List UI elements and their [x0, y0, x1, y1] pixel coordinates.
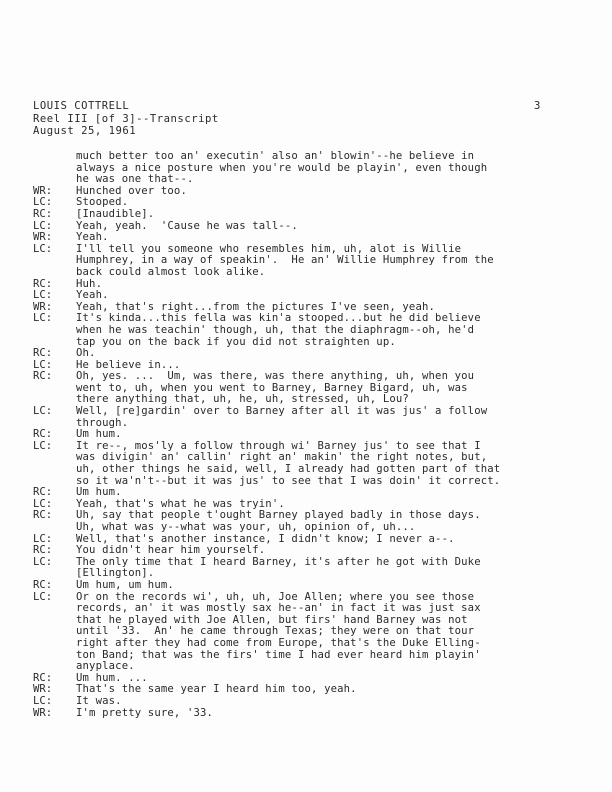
transcript-entry [33, 696, 593, 708]
speaker-label: LC: [33, 694, 53, 707]
transcript-entry [33, 151, 593, 186]
text-line: Stooped. [76, 196, 129, 209]
reel-info: Reel III [of 3]--Transcript [33, 112, 219, 125]
speaker-label: LC: [33, 312, 53, 325]
speaker-label [33, 151, 76, 186]
text-line: was divigin' an' callin' right an' makin' the right notes, but, [76, 451, 488, 464]
speaker-label: RC: [33, 486, 53, 499]
speaker-label: WR: [33, 683, 53, 696]
utterance-text [76, 151, 593, 186]
interview-date: August 25, 1961 [33, 125, 137, 137]
speaker-label: WR: [33, 300, 53, 313]
text-line: Yeah. [76, 289, 109, 302]
utterance-text [76, 592, 593, 673]
utterance-text [76, 186, 593, 198]
transcript-entry [33, 592, 593, 673]
text-line: Oh, yes. ... Um, was there, was there anything, uh, when you [76, 370, 475, 383]
text-line: anyplace. [76, 660, 135, 673]
text-line: Well, [re]gardin' over to Barney after all it was jus' a follow [76, 405, 488, 418]
utterance-text [76, 371, 593, 406]
text-line: It's kinda...this fella was kin'a stooped...but he did believe [76, 312, 481, 325]
text-line: Um hum. ... [76, 671, 148, 684]
speaker-label: LC: [33, 219, 53, 232]
text-line: he was one that--. [76, 173, 194, 186]
text-line: Huh. [76, 277, 103, 290]
speaker-label: LC: [33, 590, 53, 603]
text-line: there anything that, uh, he, uh, stressed, uh, Lou? [76, 393, 409, 406]
speaker-label: RC: [33, 370, 53, 383]
utterance-text [76, 209, 593, 221]
transcript-entry [33, 290, 593, 302]
transcript-header [33, 100, 219, 138]
utterance-text [76, 580, 593, 592]
text-line: Yeah, that's right...from the pictures I've seen, yeah. [76, 300, 436, 313]
text-line: Um hum. [76, 486, 122, 499]
text-line: It re--, mos'ly a follow through wi' Barney jus' to see that I [76, 439, 481, 452]
text-line: Uh, what was y--what was your, uh, opinion of, uh... [76, 521, 416, 533]
utterance-text [76, 708, 593, 720]
speaker-label: RC: [33, 671, 53, 684]
speaker-label: WR: [33, 184, 53, 197]
text-line: when he was teachin' though, uh, that the diaphragm--oh, he'd [76, 323, 475, 336]
speaker-label: WR: [33, 706, 53, 719]
transcript-entry [33, 279, 593, 291]
text-line: always a nice posture when you're would be playin', even though [76, 161, 488, 174]
text-line: back could almost look alike. [76, 265, 266, 278]
utterance-text [76, 313, 593, 348]
text-line: uh, other things he said, well, I already had gotten part of that [76, 463, 501, 476]
speaker-label: LC: [33, 358, 53, 371]
text-line: You didn't hear him yourself. [76, 544, 266, 557]
text-line: The only time that I heard Barney, it's after he got with Duke [76, 555, 481, 568]
text-line: It was. [76, 694, 122, 707]
speaker-label: LC: [33, 405, 53, 418]
utterance-text [76, 244, 593, 279]
text-line: ton Band; that was the firs' time I had ever heard him playin' [76, 648, 481, 661]
transcript-entry [33, 244, 593, 279]
transcript-entry [33, 209, 593, 221]
transcript-entry [33, 580, 593, 592]
utterance-text [76, 290, 593, 302]
utterance-text [76, 557, 593, 580]
utterance-text [76, 684, 593, 696]
text-line: I'll tell you someone who resembles him, uh, alot is Willie [76, 242, 462, 255]
text-line: Um hum, um hum. [76, 578, 174, 591]
interviewee-name: LOUIS COTTRELL [33, 100, 130, 112]
text-line: Yeah, yeah. 'Cause he was tall--. [76, 219, 298, 232]
text-line: That's the same year I heard him too, yeah. [76, 683, 357, 696]
speaker-label: RC: [33, 207, 53, 220]
text-line: Hunched over too. [76, 184, 187, 197]
speaker-label: LC: [33, 196, 53, 209]
text-line: tap you on the back if you did not straighten up. [76, 335, 396, 348]
transcript-entry [33, 406, 593, 429]
speaker-label: LC: [33, 497, 53, 510]
text-line: I'm pretty sure, '33. [76, 706, 214, 719]
transcript-entry [33, 371, 593, 406]
speaker-label: RC: [33, 428, 53, 441]
text-line: Yeah. [76, 231, 109, 244]
speaker-label: LC: [33, 555, 53, 568]
transcript-entry [33, 441, 593, 487]
text-line: [Ellington]. [76, 567, 155, 580]
text-line: much better too an' executin' also an' blowin'--he believe in [76, 150, 475, 162]
speaker-label: LC: [33, 439, 53, 452]
text-line: right after they had come from Europe, that's the Duke Elling- [76, 636, 481, 649]
text-line: Yeah, that's what he was tryin'. [76, 497, 285, 510]
text-line: went to, uh, when you went to Barney, Barney Bigard, uh, was [76, 381, 468, 394]
text-line: Humphrey, in a way of speakin'. He an' Willie Humphrey from the [76, 254, 494, 267]
speaker-label: RC: [33, 277, 53, 290]
text-line: Well, that's another instance, I didn't know; I never a--. [76, 532, 455, 545]
text-line: Um hum. [76, 428, 122, 441]
speaker-label: LC: [33, 242, 53, 255]
transcript-entry [33, 510, 593, 533]
utterance-text [76, 279, 593, 291]
text-line: until '33. An' he came through Texas; they were on that tour [76, 625, 475, 638]
speaker-label: RC: [33, 544, 53, 557]
text-line: He believe in... [76, 358, 181, 371]
transcript-entry [33, 221, 593, 233]
transcript-entry [33, 708, 593, 720]
text-line: [Inaudible]. [76, 207, 155, 220]
speaker-label: LC: [33, 532, 53, 545]
transcript-body [33, 151, 593, 719]
utterance-text [76, 510, 593, 533]
transcript-entry [33, 348, 593, 360]
utterance-text [76, 348, 593, 360]
utterance-text [76, 232, 593, 244]
utterance-text [76, 221, 593, 233]
text-line: records, an' it was mostly sax he--an' in fact it was just sax [76, 602, 481, 615]
text-line: Oh. [76, 347, 96, 360]
utterance-text [76, 406, 593, 429]
text-line: through. [76, 416, 129, 429]
text-line: that he played with Joe Allen, but firs' hand Barney was not [76, 613, 468, 626]
utterance-text [76, 441, 593, 487]
page-number: 3 [534, 100, 541, 112]
text-line: so it wa'n't--but it was jus' to see that I was doin' it correct. [76, 474, 501, 487]
speaker-label: LC: [33, 289, 53, 302]
text-line: Or on the records wi', uh, uh, Joe Allen; where you see those [76, 590, 475, 603]
transcript-entry [33, 232, 593, 244]
transcript-entry [33, 557, 593, 580]
speaker-label: RC: [33, 509, 53, 522]
text-line: Uh, say that people t'ought Barney played badly in those days. [76, 509, 481, 522]
transcript-entry [33, 313, 593, 348]
speaker-label: RC: [33, 347, 53, 360]
speaker-label: RC: [33, 578, 53, 591]
utterance-text [76, 696, 593, 708]
speaker-label: WR: [33, 231, 53, 244]
